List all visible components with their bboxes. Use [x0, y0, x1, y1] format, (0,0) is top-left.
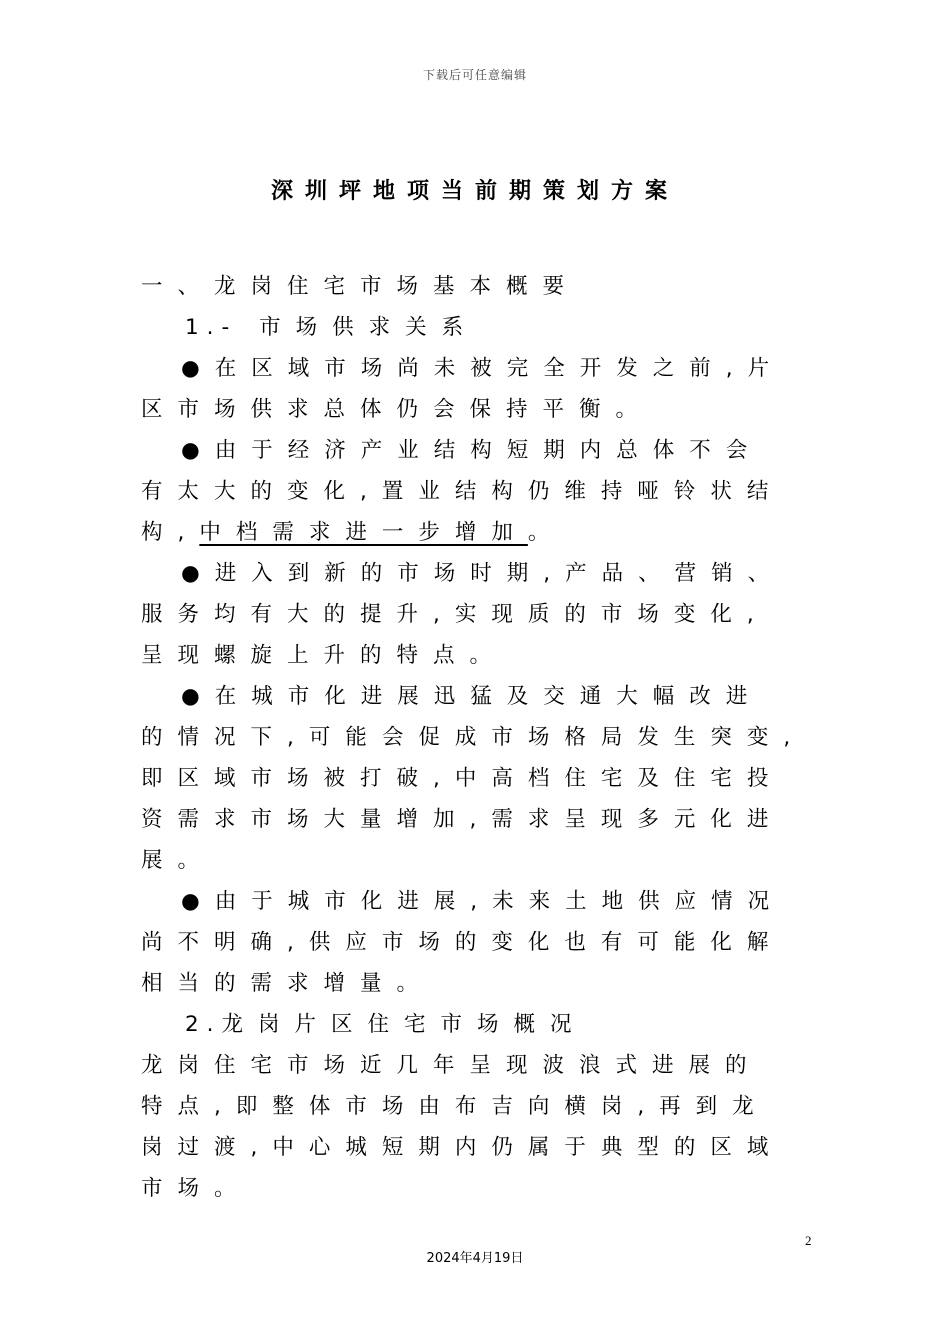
page-number: 2: [805, 1233, 812, 1248]
paragraph-line: 特点,即整体市场由布吉向横岗,再到龙: [141, 1094, 769, 1119]
paragraph-text: 由于经济产业结构短期内总体不会: [214, 438, 763, 463]
paragraph-text: 在区域市场尚未被完全开发之前,片: [214, 356, 785, 381]
underlined-text: 中档需求进一步增加: [199, 520, 528, 545]
paragraph-line: 岗过渡,中心城短期内仍属于典型的区域: [141, 1135, 784, 1160]
paragraph-line: [181, 554, 784, 594]
paragraph-line: 市场。: [141, 1176, 251, 1201]
paragraph-text: 。: [527, 520, 565, 545]
paragraph-line: [181, 677, 762, 717]
paragraph-text: 由于城市化进展,未来土地供应情况: [214, 889, 785, 914]
subsection-title: 市场供求关系: [259, 315, 479, 340]
paragraph-line: 龙岗住宅市场近几年呈现波浪式进展的: [141, 1053, 762, 1078]
bullet-icon: ●: [181, 561, 215, 586]
paragraph-line: [181, 431, 762, 471]
document-title: 深圳坪地项当前期策划方案: [270, 179, 679, 204]
paragraph-text: 在城市化进展迅猛及交通大幅改进: [214, 684, 763, 709]
footer-date: 2024年4月19日: [426, 1251, 524, 1266]
subsection-heading-2: [185, 1005, 587, 1045]
paragraph-line: 即区域市场被打破,中高档住宅及住宅投: [141, 766, 784, 791]
paragraph-line: 资需求市场大量增加,需求呈现多元化进: [141, 807, 784, 832]
paragraph-line: 展。: [141, 848, 215, 873]
header-note: 下载后可任意编辑: [422, 68, 527, 82]
bullet-icon: ●: [181, 684, 215, 709]
subsection-heading-1: [185, 308, 478, 348]
paragraph-line: 区市场供求总体仍会保持平衡。: [141, 397, 653, 422]
paragraph-line: [181, 349, 784, 389]
paragraph-line: 的情况下,可能会促成市场格局发生突变,: [141, 725, 806, 750]
subsection-number: 1.-: [185, 315, 238, 340]
paragraph-text: 进入到新的市场时期,产品、营销、: [214, 561, 785, 586]
subsection-title: 龙岗片区住宅市场概况: [221, 1012, 587, 1037]
bullet-icon: ●: [181, 438, 215, 463]
paragraph-line: 服务均有大的提升,实现质的市场变化,: [141, 602, 769, 627]
subsection-number: 2.: [185, 1012, 222, 1037]
paragraph-line: 相当的需求增量。: [141, 971, 434, 996]
paragraph-line: 尚不明确,供应市场的变化也有可能化解: [141, 930, 784, 955]
bullet-icon: ●: [181, 889, 215, 914]
section-heading: 一、龙岗住宅市场基本概要: [141, 274, 580, 299]
paragraph-line: 呈现螺旋上升的特点。: [141, 643, 507, 668]
paragraph-text: 构,: [141, 520, 200, 545]
paragraph-line: [141, 513, 564, 553]
bullet-icon: ●: [181, 356, 215, 381]
paragraph-line: [181, 882, 784, 922]
paragraph-line: 有太大的变化,置业结构仍维持哑铃状结: [141, 479, 784, 504]
